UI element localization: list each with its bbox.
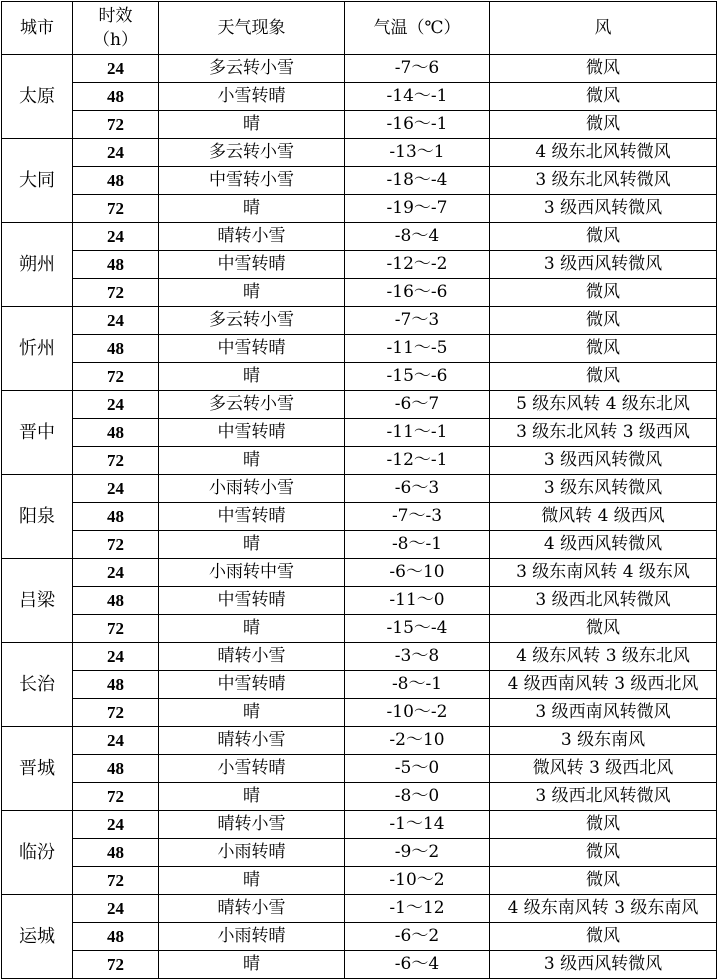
table-row [2, 111, 717, 139]
table-row [2, 503, 717, 531]
city-name: 临汾 [2, 811, 73, 895]
table-row [2, 699, 717, 727]
wind-cell: 微风转 3 级西北风 [490, 755, 717, 783]
weather-cell: 晴转小雪 [159, 811, 345, 839]
weather-cell: 晴 [159, 363, 345, 391]
weather-cell: 中雪转晴 [159, 251, 345, 279]
weather-cell: 中雪转晴 [159, 587, 345, 615]
temperature-cell: -11～0 [345, 587, 490, 615]
header-weather: 天气现象 [159, 2, 345, 55]
wind-cell: 3 级东北风转微风 [490, 167, 717, 195]
header-row [2, 2, 717, 55]
table-row [2, 307, 717, 335]
weather-cell: 多云转小雪 [159, 307, 345, 335]
hours-cell: 72 [73, 279, 159, 307]
weather-cell: 晴转小雪 [159, 223, 345, 251]
table-row [2, 643, 717, 671]
city-name: 阳泉 [2, 475, 73, 559]
temperature-cell: -1～12 [345, 895, 490, 923]
wind-cell: 3 级西风转微风 [490, 251, 717, 279]
temperature-cell: -9～2 [345, 839, 490, 867]
temperature-cell: -18～-4 [345, 167, 490, 195]
table-row [2, 475, 717, 503]
wind-cell: 4 级西风转微风 [490, 531, 717, 559]
table-row [2, 895, 717, 923]
header-city: 城市 [2, 2, 73, 55]
wind-cell: 4 级东南风转 3 级东南风 [490, 895, 717, 923]
table-row [2, 83, 717, 111]
weather-cell: 晴 [159, 699, 345, 727]
temperature-cell: -19～-7 [345, 195, 490, 223]
wind-cell: 4 级东北风转微风 [490, 139, 717, 167]
table-row [2, 783, 717, 811]
hours-cell: 48 [73, 839, 159, 867]
city-name: 太原 [2, 55, 73, 139]
table-row [2, 531, 717, 559]
temperature-cell: -7～3 [345, 307, 490, 335]
table-row [2, 167, 717, 195]
hours-cell: 48 [73, 167, 159, 195]
wind-cell: 微风 [490, 55, 717, 83]
table-row [2, 587, 717, 615]
weather-cell: 小雨转晴 [159, 923, 345, 951]
temperature-cell: -16～-6 [345, 279, 490, 307]
temperature-cell: -13～1 [345, 139, 490, 167]
temperature-cell: -14～-1 [345, 83, 490, 111]
wind-cell: 3 级西北风转微风 [490, 587, 717, 615]
header-temperature: 气温（℃） [345, 2, 490, 55]
hours-cell: 24 [73, 223, 159, 251]
header-hours-line2: （h） [93, 30, 138, 50]
wind-cell: 3 级西北风转微风 [490, 783, 717, 811]
table-row [2, 447, 717, 475]
wind-cell: 微风 [490, 867, 717, 895]
temperature-cell: -8～-1 [345, 671, 490, 699]
temperature-cell: -1～14 [345, 811, 490, 839]
hours-cell: 24 [73, 727, 159, 755]
table-row [2, 923, 717, 951]
wind-cell: 微风 [490, 83, 717, 111]
header-hours [73, 2, 159, 55]
city-name: 朔州 [2, 223, 73, 307]
temperature-cell: -5～0 [345, 755, 490, 783]
wind-cell: 微风 [490, 223, 717, 251]
hours-cell: 48 [73, 671, 159, 699]
temperature-cell: -6～7 [345, 391, 490, 419]
wind-cell: 4 级东风转 3 级东北风 [490, 643, 717, 671]
header-hours-line1: 时效 [98, 6, 133, 26]
weather-cell: 晴 [159, 111, 345, 139]
temperature-cell: -6～4 [345, 951, 490, 979]
wind-cell: 4 级西南风转 3 级西北风 [490, 671, 717, 699]
wind-cell: 3 级西风转微风 [490, 951, 717, 979]
temperature-cell: -10～-2 [345, 699, 490, 727]
hours-cell: 24 [73, 559, 159, 587]
weather-cell: 晴 [159, 783, 345, 811]
table-row [2, 195, 717, 223]
wind-cell: 3 级东风转微风 [490, 475, 717, 503]
header-wind: 风 [490, 2, 717, 55]
hours-cell: 72 [73, 951, 159, 979]
table-row [2, 251, 717, 279]
wind-cell: 3 级东南风转 4 级东风 [490, 559, 717, 587]
hours-cell: 72 [73, 783, 159, 811]
weather-cell: 晴 [159, 951, 345, 979]
weather-cell: 晴 [159, 279, 345, 307]
hours-cell: 24 [73, 391, 159, 419]
temperature-cell: -11～-5 [345, 335, 490, 363]
weather-cell: 中雪转小雪 [159, 167, 345, 195]
table-row [2, 419, 717, 447]
weather-cell: 中雪转晴 [159, 671, 345, 699]
table-row [2, 811, 717, 839]
temperature-cell: -15～-4 [345, 615, 490, 643]
city-name: 长治 [2, 643, 73, 727]
table-row [2, 279, 717, 307]
wind-cell: 微风 [490, 335, 717, 363]
wind-cell: 微风 [490, 279, 717, 307]
wind-cell: 微风转 4 级西风 [490, 503, 717, 531]
wind-cell: 3 级西风转微风 [490, 195, 717, 223]
wind-cell: 微风 [490, 307, 717, 335]
hours-cell: 72 [73, 699, 159, 727]
hours-cell: 48 [73, 335, 159, 363]
temperature-cell: -12～-2 [345, 251, 490, 279]
weather-cell: 小雨转中雪 [159, 559, 345, 587]
hours-cell: 48 [73, 923, 159, 951]
temperature-cell: -8～0 [345, 783, 490, 811]
hours-cell: 48 [73, 83, 159, 111]
hours-cell: 72 [73, 111, 159, 139]
hours-cell: 72 [73, 363, 159, 391]
weather-cell: 多云转小雪 [159, 139, 345, 167]
wind-cell: 3 级西南风转微风 [490, 699, 717, 727]
hours-cell: 48 [73, 587, 159, 615]
temperature-cell: -8～4 [345, 223, 490, 251]
wind-cell: 3 级东南风 [490, 727, 717, 755]
weather-cell: 多云转小雪 [159, 391, 345, 419]
wind-cell: 微风 [490, 615, 717, 643]
weather-cell: 中雪转晴 [159, 419, 345, 447]
city-name: 晋中 [2, 391, 73, 475]
table-row [2, 727, 717, 755]
temperature-cell: -6～10 [345, 559, 490, 587]
wind-cell: 3 级东北风转 3 级西风 [490, 419, 717, 447]
wind-cell: 微风 [490, 111, 717, 139]
table-row [2, 615, 717, 643]
wind-cell: 3 级西风转微风 [490, 447, 717, 475]
hours-cell: 48 [73, 251, 159, 279]
weather-cell: 晴 [159, 531, 345, 559]
weather-cell: 晴转小雪 [159, 727, 345, 755]
hours-cell: 72 [73, 615, 159, 643]
temperature-cell: -2～10 [345, 727, 490, 755]
hours-cell: 72 [73, 531, 159, 559]
hours-cell: 24 [73, 139, 159, 167]
table-row [2, 671, 717, 699]
table-row [2, 867, 717, 895]
weather-cell: 晴 [159, 447, 345, 475]
temperature-cell: -12～-1 [345, 447, 490, 475]
table-row [2, 839, 717, 867]
hours-cell: 72 [73, 867, 159, 895]
hours-cell: 72 [73, 195, 159, 223]
wind-cell: 微风 [490, 811, 717, 839]
hours-cell: 48 [73, 503, 159, 531]
hours-cell: 24 [73, 811, 159, 839]
hours-cell: 48 [73, 419, 159, 447]
weather-cell: 中雪转晴 [159, 503, 345, 531]
wind-cell: 微风 [490, 923, 717, 951]
temperature-cell: -3～8 [345, 643, 490, 671]
table-header [2, 2, 717, 55]
wind-cell: 微风 [490, 363, 717, 391]
table-body [2, 55, 717, 979]
temperature-cell: -16～-1 [345, 111, 490, 139]
temperature-cell: -6～3 [345, 475, 490, 503]
weather-cell: 晴 [159, 195, 345, 223]
temperature-cell: -11～-1 [345, 419, 490, 447]
table-row [2, 363, 717, 391]
hours-cell: 24 [73, 895, 159, 923]
table-row [2, 559, 717, 587]
temperature-cell: -7～6 [345, 55, 490, 83]
city-name: 忻州 [2, 307, 73, 391]
table-row [2, 755, 717, 783]
hours-cell: 48 [73, 755, 159, 783]
temperature-cell: -15～-6 [345, 363, 490, 391]
weather-cell: 小雪转晴 [159, 755, 345, 783]
weather-cell: 多云转小雪 [159, 55, 345, 83]
city-name: 吕梁 [2, 559, 73, 643]
weather-cell: 晴转小雪 [159, 643, 345, 671]
table-row [2, 335, 717, 363]
temperature-cell: -10～2 [345, 867, 490, 895]
temperature-cell: -7～-3 [345, 503, 490, 531]
weather-cell: 中雪转晴 [159, 335, 345, 363]
city-name: 运城 [2, 895, 73, 979]
weather-cell: 小雨转小雪 [159, 475, 345, 503]
weather-cell: 晴 [159, 615, 345, 643]
weather-cell: 小雨转晴 [159, 839, 345, 867]
table-row [2, 951, 717, 979]
hours-cell: 24 [73, 475, 159, 503]
city-name: 晋城 [2, 727, 73, 811]
forecast-table [1, 1, 717, 979]
wind-cell: 微风 [490, 839, 717, 867]
hours-cell: 72 [73, 447, 159, 475]
weather-cell: 晴转小雪 [159, 895, 345, 923]
temperature-cell: -6～2 [345, 923, 490, 951]
hours-cell: 24 [73, 643, 159, 671]
weather-cell: 晴 [159, 867, 345, 895]
city-name: 大同 [2, 139, 73, 223]
temperature-cell: -8～-1 [345, 531, 490, 559]
hours-cell: 24 [73, 307, 159, 335]
hours-cell: 24 [73, 55, 159, 83]
table-row [2, 139, 717, 167]
table-row [2, 223, 717, 251]
wind-cell: 5 级东风转 4 级东北风 [490, 391, 717, 419]
table-row [2, 391, 717, 419]
weather-cell: 小雪转晴 [159, 83, 345, 111]
table-row [2, 55, 717, 83]
